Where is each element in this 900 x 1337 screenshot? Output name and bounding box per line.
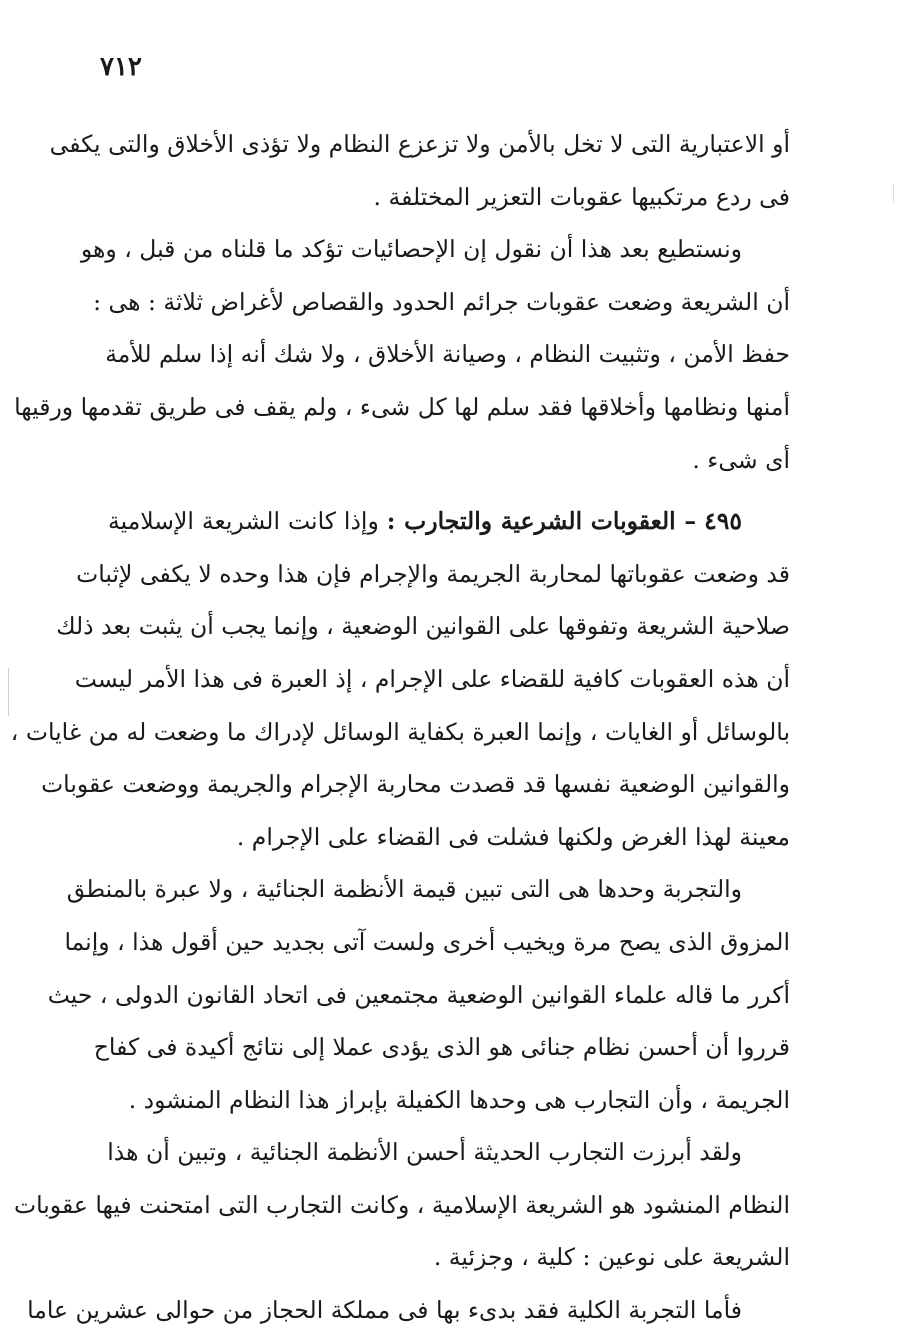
text-line: فأما التجربة الكلية فقد بدىء بها فى مملكة الحجاز من حوالى عشرين عاما [27,1296,742,1325]
scan-edge-mark-right [893,184,894,202]
text-line: فى ردع مرتكبيها عقوبات التعزير المختلفة . [373,182,790,211]
text-line: ونستطيع بعد هذا أن نقول إن الإحصائيات تؤكد ما قلناه من قبل ، وهو [80,235,742,264]
section-heading-line [108,495,790,548]
paragraph-5 [13,1126,790,1284]
text-line: والتجربة وحدها هى التى تبين قيمة الأنظمة الجنائية ، ولا عبرة بالمنطق [66,875,742,904]
scan-edge-mark [8,668,9,716]
text-line: صلاحية الشريعة وتفوقها على القوانين الوضعية ، وإنما يجب أن يثبت بعد ذلك [56,612,790,641]
text-line: أن الشريعة وضعت عقوبات جرائم الحدود والقصاص لأغراض ثلاثة : هى : [93,287,790,316]
text-line: بالوسائل أو الغايات ، وإنما العبرة بكفاية الوسائل لإدراك ما وضعت له من غايات ، [10,717,790,746]
paragraph-4 [47,863,790,1126]
text-line: أن هذه العقوبات كافية للقضاء على الإجرام ، إذ العبرة فى هذا الأمر ليست [74,664,790,693]
text-line: أو الاعتبارية التى لا تخل بالأمن ولا تزعزع النظام ولا تؤذى الأخلاق والتى يكفى [49,130,790,158]
text-line: أمنها ونظامها وأخلاقها فقد سلم لها كل شىء ، ولم يقف فى طريق تقدمها ورقيها [14,392,790,421]
section-495 [10,495,790,863]
text-line: معينة لهذا الغرض ولكنها فشلت فى القضاء على الإجرام . [236,822,790,851]
text-line: المزوق الذى يصح مرة ويخيب أخرى ولست آتى بجديد حين أقول هذا ، وإنما [64,927,790,956]
paragraph-6 [27,1284,790,1337]
section-number: ٤٩٥ [704,507,742,536]
text-line: والقوانين الوضعية نفسها قد قصدت محاربة الإجرام والجريمة ووضعت عقوبات [41,770,790,799]
text-line: قرروا أن أحسن نظام جنائى هو الذى يؤدى عملا إلى نتائج أكيدة فى كفاح [93,1033,790,1062]
text-line: أكرر ما قاله علماء القوانين الوضعية مجتمعين فى اتحاد القانون الدولى ، حيث [47,980,790,1009]
text-line: الجريمة ، وأن التجارب هى وحدها الكفيلة بإبراز هذا النظام المنشود . [128,1085,790,1114]
section-title: – العقوبات الشرعية والتجارب : [386,507,697,536]
text-line: أى شىء . [692,445,790,474]
paragraph-2 [14,223,790,486]
text-line: ولقد أبرزت التجارب الحديثة أحسن الأنظمة الجنائية ، وتبين أن هذا [107,1138,742,1167]
section-gap [108,486,790,495]
text-line: حفظ الأمن ، وتثبيت النظام ، وصيانة الأخلاق ، ولا شك أنه إذا سلم للأمة [105,340,790,369]
paragraph-1 [49,118,790,223]
page-number: ٧١٢ [100,52,142,82]
text-line: قد وضعت عقوباتها لمحاربة الجريمة والإجرام فإن هذا وحده لا يكفى لإثبات [76,559,790,588]
section-first-line-text: وإذا كانت الشريعة الإسلامية [108,507,379,536]
body-text [10,118,790,1337]
text-line: الشريعة على نوعين : كلية ، وجزئية . [433,1243,790,1272]
text-line: النظام المنشود هو الشريعة الإسلامية ، وكانت التجارب التى امتحنت فيها عقوبات [13,1190,790,1219]
